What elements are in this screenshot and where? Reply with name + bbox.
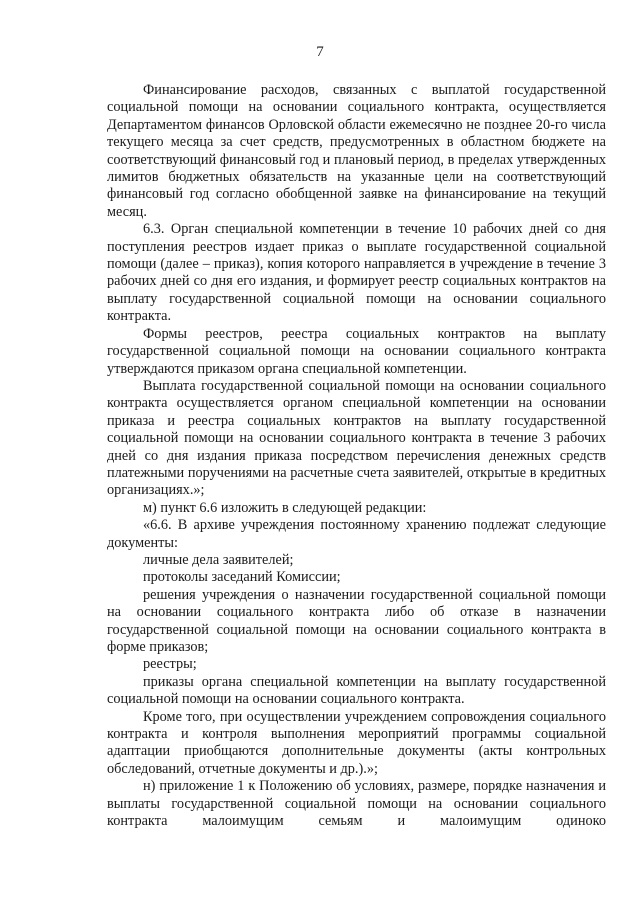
paragraph-payment: Выплата государственной социальной помощи на основании социального контракта осуществляется органом специальной компетенции на основании приказа и реестра социальных контрактов на выплату государственной социальной помощи на основании социального контракта в течение 3 рабочих дней со дня издания приказа посредством перечисления денежных средств платежными поручениями на расчетные счета заявителей, открытые в кредитных организациях.»; xyxy=(107,377,606,499)
document-body xyxy=(107,82,606,830)
paragraph-registry-forms: Формы реестров, реестра социальных контрактов на выплату государственной социальной помощи на основании социального контракта утверждаются приказом органа специальной компетенции. xyxy=(107,325,606,377)
paragraph-6-6: «6.6. В архиве учреждения постоянному хранению подлежат следующие документы: xyxy=(107,517,606,551)
page-number: 7 xyxy=(316,44,324,60)
paragraph-item-n: н) приложение 1 к Положению об условиях, размере, порядке назначения и выплаты государственной социальной помощи на основании социального контракта малоимущим семьям и малоимущим одиноко xyxy=(107,778,606,830)
paragraph-6-3: 6.3. Орган специальной компетенции в течение 10 рабочих дней со дня поступления реестров издает приказ о выплате государственной социальной помощи (далее – приказ), копия которого направляется в учреждение в течение 3 рабочих дней со дня его издания, и формирует реестр социальных контрактов на выплату государственной социальной помощи на основании социального контракта. xyxy=(107,221,606,325)
list-item-registries: реестры; xyxy=(143,656,197,673)
list-item-personal-files: личные дела заявителей; xyxy=(143,551,294,568)
list-item-commission-protocols: протоколы заседаний Комиссии; xyxy=(143,569,341,586)
list-item-orders: приказы органа специальной компетенции на выплату государственной социальной помощи на основании социального контракта. xyxy=(107,673,606,708)
paragraph-financing: Финансирование расходов, связанных с выплатой государственной социальной помощи на основании социального контракта, осуществляется Департаментом финансов Орловской области ежемесячно не позднее 20-го числа текущего месяца за счет средств, предусмотренных в областном бюджете на соответствующий финансовый год и плановый период, в пределах утвержденных лимитов бюджетных обязательств на указанные цели на соответствующий финансовый год согласно обобщенной заявке на финансирование на текущий месяц. xyxy=(107,82,606,220)
paragraph-item-m: м) пункт 6.6 изложить в следующей редакции: xyxy=(143,499,427,516)
paragraph-additional-documents: Кроме того, при осуществлении учреждением сопровождения социального контракта и контроля выполнения мероприятий программы социальной адаптации приобщаются дополнительные документы (акты контрольных обследований, отчетные документы и др.).»; xyxy=(107,708,606,777)
list-item-decisions: решения учреждения о назначении государственной социальной помощи на основании социального контракта либо об отказе в назначении государственной социальной помощи на основании социального контракта в форме приказов; xyxy=(107,586,606,655)
